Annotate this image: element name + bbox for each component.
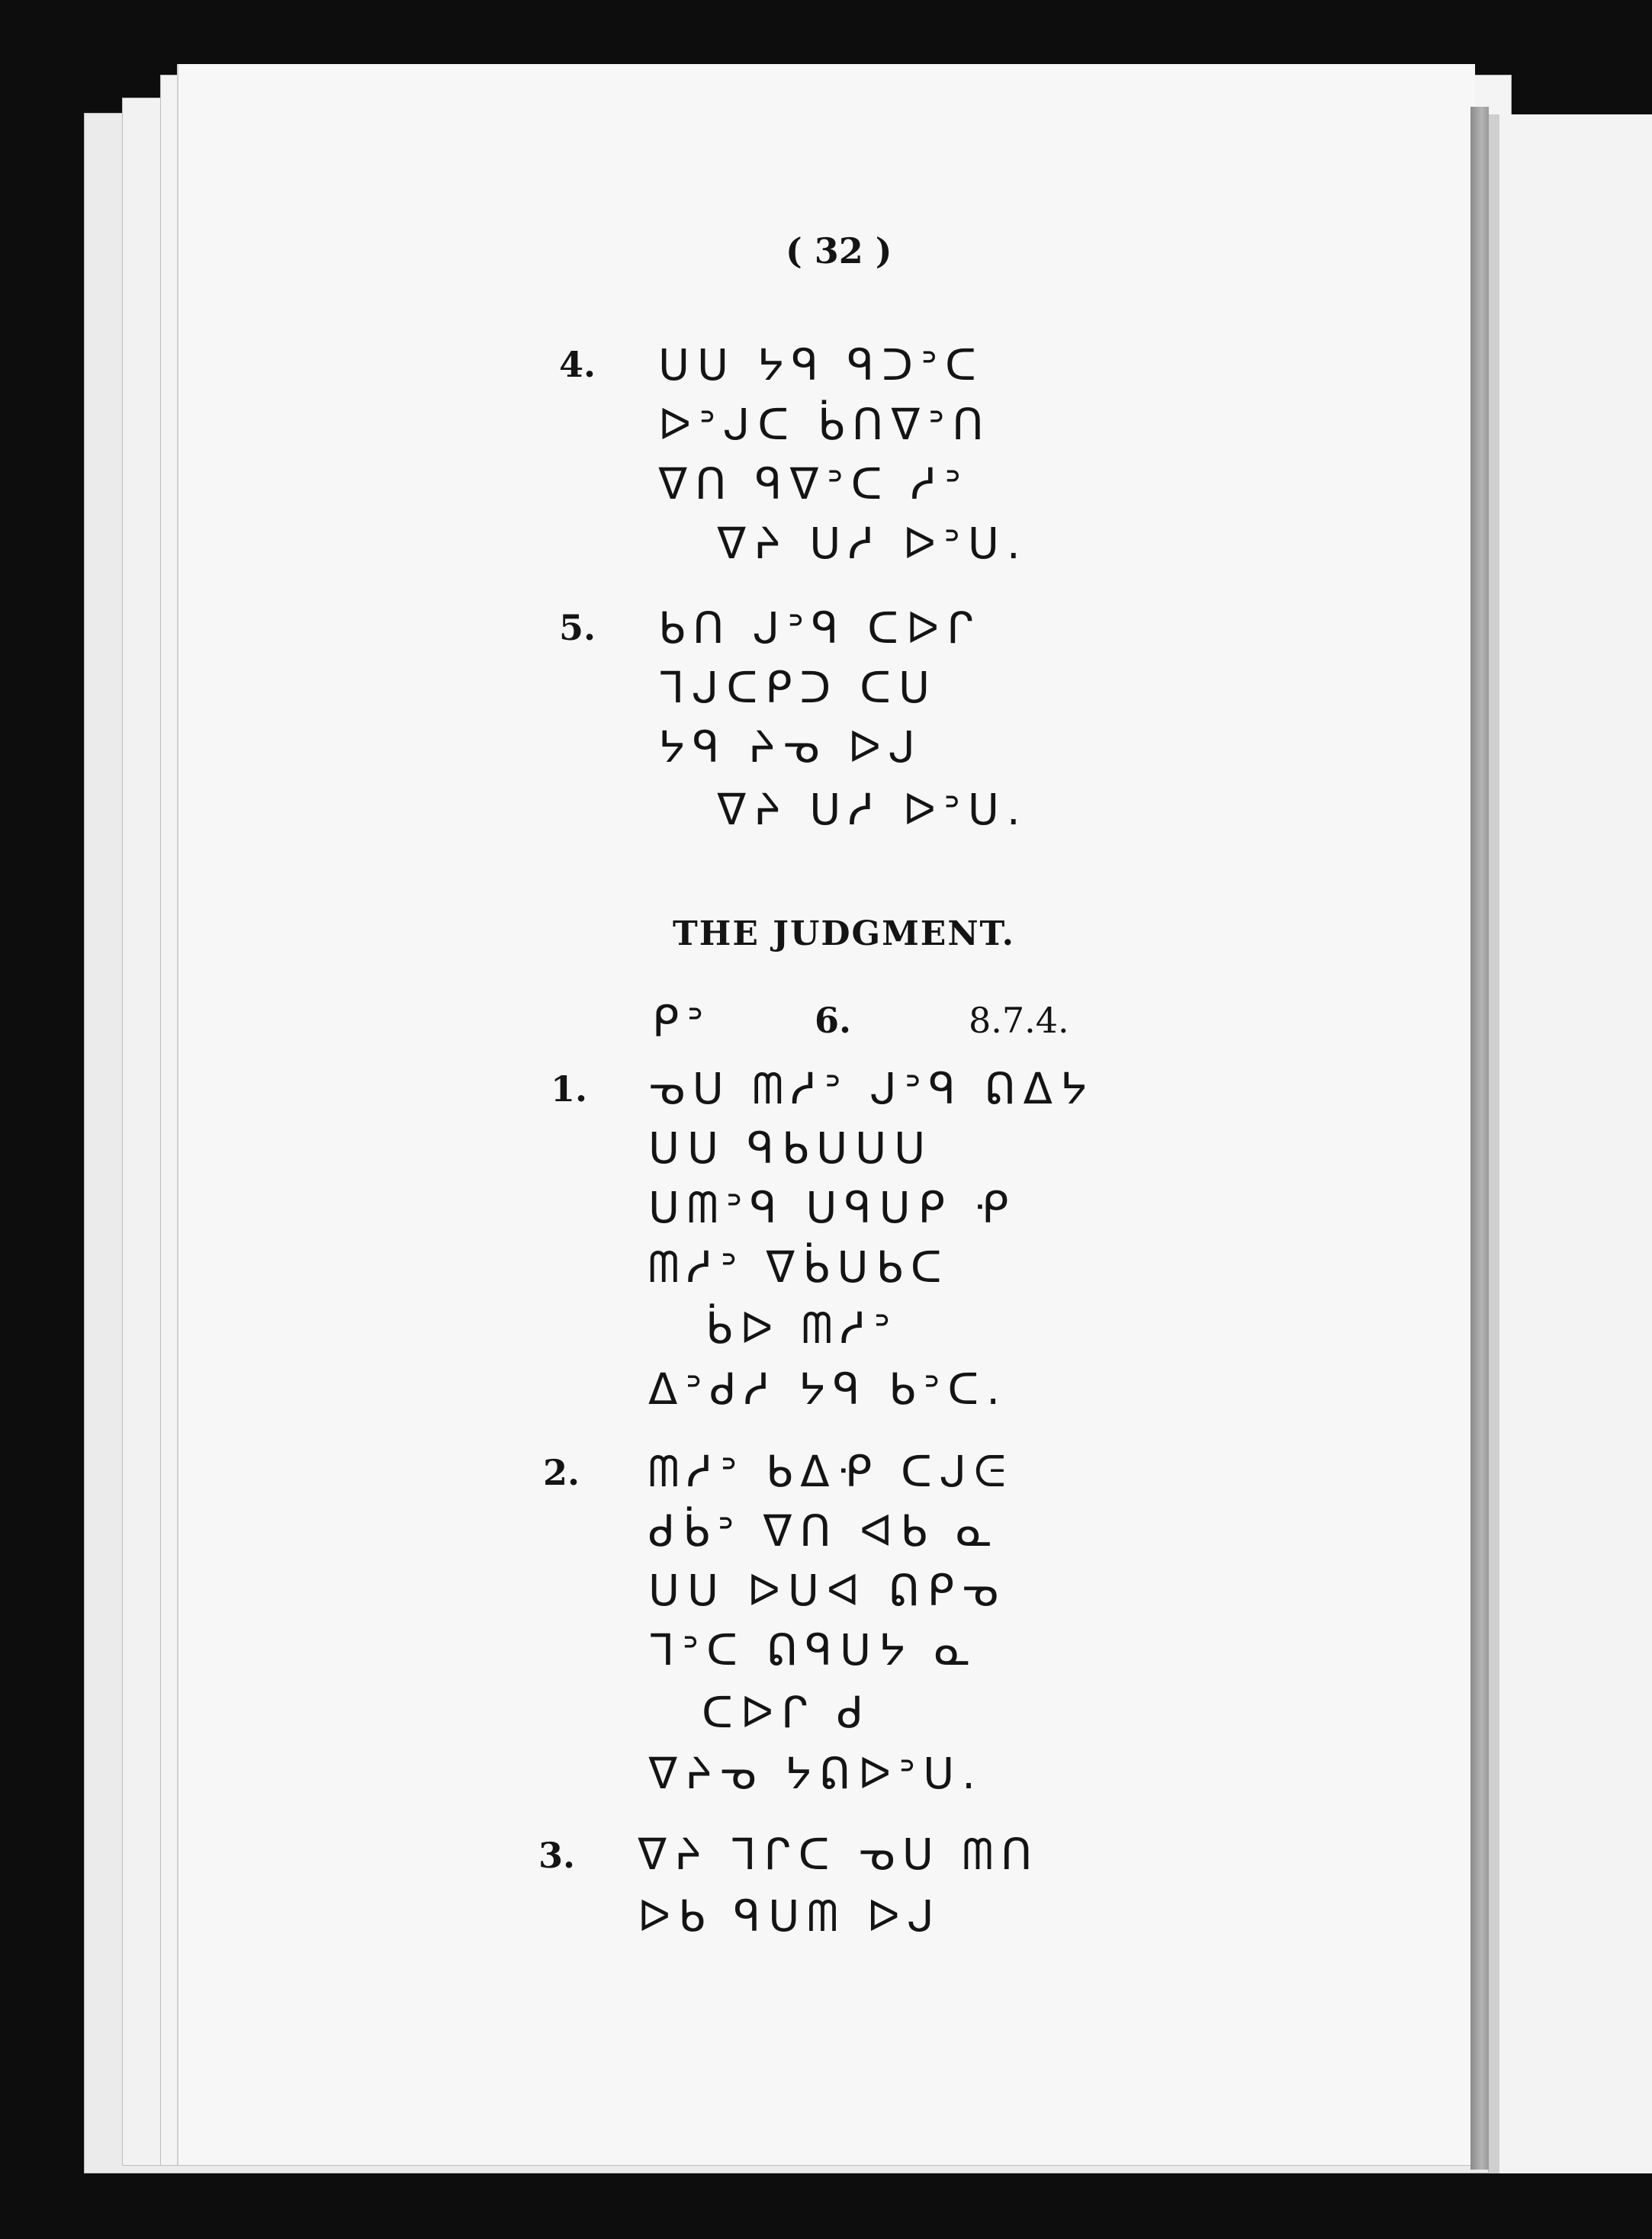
stanza-line: ᑲᑎ ᒍᐣᑫ ᑕᐅᒋ	[658, 604, 982, 654]
stanza-number: 4.	[559, 344, 596, 385]
page-number: ( 32 )	[786, 230, 892, 271]
stanza-line: ᐅᐣᒍᑕ ᑳᑎᐁᐣᑎ	[658, 400, 992, 450]
facing-page-shadow	[1489, 114, 1499, 2173]
stanza-line: ᐁᔨ ᑌᓱ ᐅᐣᑌ.	[717, 785, 1028, 835]
stanza-line: ᑌᑌ ᐅᑌᐊ ᕠᑭᓀ	[648, 1566, 1006, 1616]
stanza-line: ᒣᒍᑕᑭᑐ ᑕᑌ	[658, 663, 937, 713]
hymn-number: 6.	[815, 1000, 852, 1041]
stanza-line: ᑯᑳᐣ ᐁᑎ ᐊᑲ ᓇ	[648, 1507, 1001, 1556]
stanza-line: ᐃᐣᑯᓱ ᔭᑫ ᑲᐣᑕ.	[648, 1365, 1008, 1415]
stanza-line: ᗰᓱᐣ ᐁᑳᑌᑲᑕ	[648, 1243, 950, 1293]
stanza-line: ᒣᐣᑕ ᕠᑫᑌᔭ ᓇ	[648, 1626, 979, 1675]
stanza-line: ᓀᑌ ᗰᓱᐣ ᒍᐣᑫ ᕠᐃᔭ	[648, 1065, 1095, 1114]
stanza-line: ᐅᑲ ᑫᑌᗰ ᐅᒍ	[638, 1892, 942, 1942]
stanza-line: ᐁᑎ ᑫᐁᐣᑕ ᓱᐣ	[658, 460, 969, 509]
stanza-number: 5.	[559, 607, 596, 648]
stanza-line: ᔭᑫ ᔨᓀ ᐅᒍ	[658, 723, 923, 773]
stanza-number: 2.	[543, 1452, 580, 1493]
stanza-line: ᑳᐅ ᗰᓱᐣ	[705, 1304, 898, 1354]
book-gutter	[1470, 107, 1489, 2170]
stanza-line: ᑌᑌ ᔭᑫ ᑫᑐᐣᑕ	[658, 341, 984, 390]
stanza-line: ᑌᗰᐣᑫ ᑌᑫᑌᑭ ᑶ	[648, 1184, 1017, 1233]
stanza-line: ᑌᑌ ᑫᑲᑌᑌᑌ	[648, 1124, 934, 1174]
section-heading: THE JUDGMENT.	[673, 914, 1015, 953]
stanza-number: 3.	[538, 1835, 576, 1876]
meter-syllabic: ᑭᐣ	[652, 997, 712, 1047]
meter-value: 8.7.4.	[969, 1000, 1069, 1041]
facing-page	[1489, 114, 1652, 2173]
stanza-line: ᐁᔨ ᒣᒋᑕ ᓀᑌ ᗰᑎ	[638, 1830, 1040, 1880]
stanza-line: ᗰᓱᐣ ᑲᐃᑶ ᑕᒍᕮ	[648, 1447, 1014, 1497]
stanza-line: ᐁᔨ ᑌᓱ ᐅᐣᑌ.	[717, 519, 1028, 569]
stanza-line: ᐁᔨᓀ ᔭᕠᐅᐣᑌ.	[648, 1749, 983, 1799]
stanza-line: ᑕᐅᒋ ᑯ	[702, 1688, 872, 1738]
stanza-number: 1.	[551, 1068, 588, 1110]
